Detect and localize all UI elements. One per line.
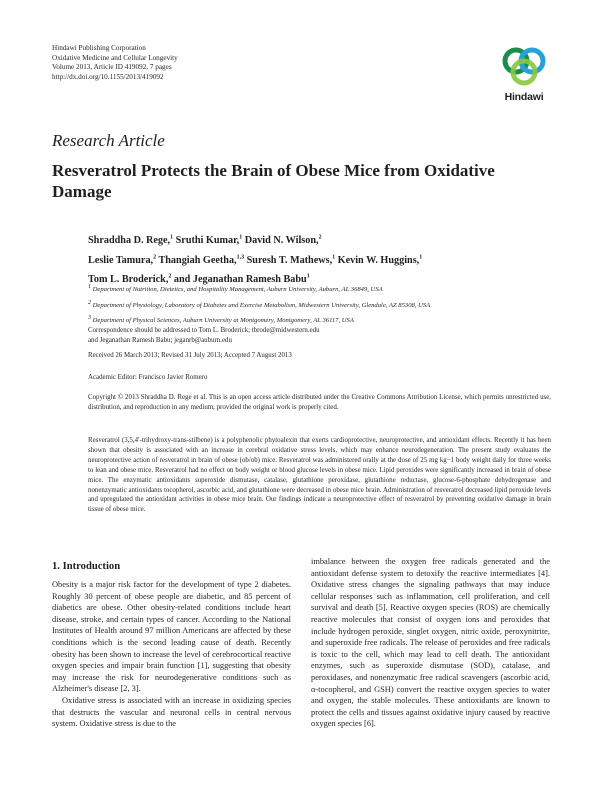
doi-link[interactable]: http://dx.doi.org/10.1155/2013/419092 <box>52 72 164 81</box>
author: and Jeganathan Ramesh Babu$^1$ <box>173 273 310 286</box>
section-heading-introduction: 1. Introduction <box>52 561 121 572</box>
affiliation: $^2$ Department of Physiology, Laboratory of Diabetes and Exercise Metabolism, Midwestern University, Glendale, AZ 85308, USA <box>88 299 431 309</box>
volume-info: Volume 2013, Article ID 419092, 7 pages <box>52 63 172 72</box>
author: Sruthi Kumar,$^1$ <box>175 235 243 247</box>
article-dates: Received 26 March 2013; Revised 31 July 2013; Accepted 7 August 2013 <box>88 352 292 359</box>
author: Suresh T. Mathews,$^1$ <box>246 254 336 266</box>
author-list <box>88 230 538 288</box>
abstract: Resveratrol (3,5,4′-trihydroxy-trans-stilbene) is a polyphenolic phytoalexin that exerts cardioprotective, neuroprotective, and antioxidant effects. Recently it has been shown that obesity is associated with an increase in cerebral oxidative stress levels, which may enhance neurodegeneration. The present study evaluates the neuroprotective action of resveratrol in brain of obese (ob/ob) mice. Resveratrol was administered orally at the dose of 25 mg kg−1 body weight daily for three weeks to lean and obese mice. Resveratrol had no effect on body weight or blood glucose levels in obese mice. Lipid peroxides were significantly increased in brain of obese mice. The enzymatic antioxidants superoxide dismutase, catalase, glutathione peroxidase, glutathione reductase, glucose-6-phosphate dehydrogenase and nonenzymatic antioxidants tocopherol, ascorbic acid, and glutathione were decreased in obese mice brain. Administration of resveratrol decreased lipid peroxide levels and upregulated the antioxidant activities in obese mice brain. Our findings indicate a neuroprotective effect of resveratrol by preventing oxidative damage in brain tissue of obese mice. <box>88 437 551 514</box>
correspondence: Correspondence should be addressed to Tom L. Broderick; tbrode@midwestern.edu and Jeganathan Ramesh Babu; jeganrb@auburn.edu <box>88 327 320 344</box>
paragraph: imbalance between the oxygen free radicals generated and the antioxidant defense system to detoxify the reactive intermediates [4]. Oxidative stress changes the signaling pathways that may induce cellular responses such as inflammation, cell proliferation, and cell survival and death [5]. Reactive oxygen species (ROS) are chemically reactive molecules that consist of oxygen ions and peroxides that include hydrogen peroxide, singlet oxygen, nitric oxide, peroxynitrite, and superoxide free radicals. The release of peroxides and free radicals is toxic to the cell, which may lead to cell death. The antioxidant enzymes, such as superoxide dismutase (SOD), catalase, and peroxidases, and nonenzymatic free radical scavengers (ascorbic acid, α-tocopherol, and GSH) convert the reactive oxygen species to water and oxygen, the stable molecules. These antioxidants are known to protect the cells and tissues against oxidative injury caused by reactive oxygen species [6]. <box>311 557 550 729</box>
author: Kevin W. Huggins,$^1$ <box>337 254 423 266</box>
author: Thangiah Geetha,$^{1,3}$ <box>158 254 245 266</box>
logo-text: Hindawi <box>504 91 544 103</box>
article-title: Resveratrol Protects the Brain of Obese Mice from Oxidative Damage <box>52 161 495 201</box>
copyright-notice: Copyright © 2013 Shraddha D. Rege et al. This is an open access article distributed under the Creative Commons Attribution License, which permits unrestricted use, distribution, and reproduction in any medium, provided the original work is properly cited. <box>88 394 551 411</box>
author: Shraddha D. Rege,$^1$ <box>88 235 174 247</box>
affiliation: $^1$ Department of Nutrition, Dietetics, and Hospitality Management, Auburn University, Auburn, AL 36849, USA <box>88 284 383 294</box>
hindawi-logo <box>496 44 552 108</box>
publisher-name: Hindawi Publishing Corporation <box>52 44 146 52</box>
academic-editor: Academic Editor: Francisco Javier Romero <box>88 374 208 381</box>
paragraph: Oxidative stress is associated with an increase in oxidizing species that destructs the vascular and neuronal cells in central nervous system. Oxidative stress is due to the <box>52 695 291 729</box>
affiliation: $^3$ Department of Physical Sciences, Auburn University at Montgomery, Montgomery, AL 36117, USA <box>88 315 354 325</box>
intro-right-column <box>311 556 550 730</box>
paragraph: Obesity is a major risk factor for the development of type 2 diabetes. Roughly 30 percent of obese people are diabetic, and 85 percent of diabetics are obese. Other obesity-related conditions include heart disease, stroke, and certain types of cancer. According to the National Institutes of Health around 97 million Americans are affected by these conditions which is the second leading cause of death. Recently obesity has been shown to increase the level of cerebrocortical reactive oxygen species and impair brain function [1], suggesting that obesity may increase the risk for neurodegenerative conditions such as Alzheimer's disease [2, 3]. <box>52 580 291 694</box>
intro-left-column <box>52 579 291 730</box>
author: Leslie Tamura,$^2$ <box>88 254 157 266</box>
article-type: Research Article <box>52 131 165 150</box>
journal-header <box>52 44 178 82</box>
author: Tom L. Broderick,$^2$ <box>88 273 172 286</box>
affiliations <box>88 281 558 328</box>
hindawi-rings-icon <box>496 44 552 88</box>
journal-name: Oxidative Medicine and Cellular Longevity <box>52 53 178 62</box>
author: David N. Wilson,$^2$ <box>244 235 322 247</box>
